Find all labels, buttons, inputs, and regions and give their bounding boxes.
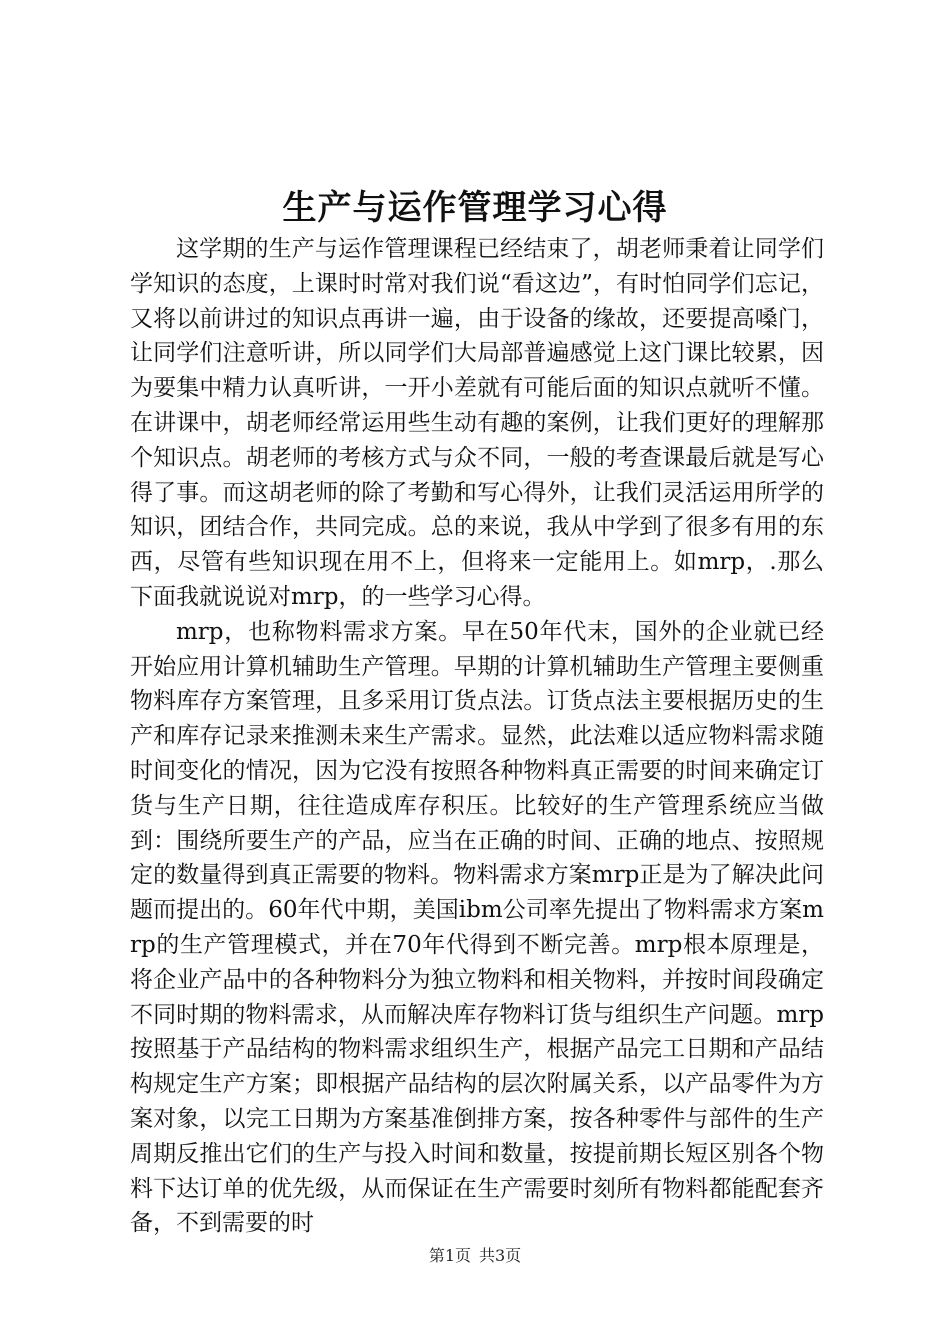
page-footer bbox=[0, 1245, 950, 1267]
paragraph-2: mrp，也称物料需求方案。早在50年代末，国外的企业就已经开始应用计算机辅助生产管理。早期的计算机辅助生产管理主要侧重物料库存方案管理，且多采用订货点法。订货点法主要根据历史的生产和库存记录来推测未来生产需求。显然，此法难以适应物料需求随时间变化的情况，因为它没有按照各种物料真正需要的时间来确定订货与生产日期，往往造成库存积压。比较好的生产管理系统应当做到：围绕所要生产的产品，应当在正确的时间、正确的地点、按照规定的数量得到真正需要的物料。物料需求方案mrp正是为了解决此问题而提出的。60年代中期，美国ibm公司率先提出了物料需求方案mrp的生产管理模式，并在70年代得到不断完善。mrp根本原理是，将企业产品中的各种物料分为独立物料和相关物料，并按时间段确定不同时期的物料需求，从而解决库存物料订货与组织生产问题。mrp按照基于产品结构的物料需求组织生产，根据产品完工日期和产品结构规定生产方案；即根据产品结构的层次附属关系，以产品零件为方案对象，以完工日期为方案基准倒排方案，按各种零件与部件的生产周期反推出它们的生产与投入时间和数量，按提前期长短区别各个物料下达订单的优先级，从而保证在生产需要时刻所有物料都能配套齐备，不到需要的时 bbox=[130, 618, 824, 1237]
document-title: 生产与运作管理学习心得 bbox=[282, 188, 668, 228]
page-total: 共3页 bbox=[479, 1246, 522, 1265]
page-number: 第1页 bbox=[428, 1246, 471, 1265]
paragraph-1: 这学期的生产与运作管理课程已经结束了，胡老师秉着让同学们学知识的态度，上课时时常对我们说“看这边”，有时怕同学们忘记，又将以前讲过的知识点再讲一遍，由于设备的缘故，还要提高嗓门，让同学们注意听讲，所以同学们大局部普遍感觉上这门课比较累，因为要集中精力认真听讲，一开小差就有可能后面的知识点就听不懂。在讲课中，胡老师经常运用些生动有趣的案例，让我们更好的理解那个知识点。胡老师的考核方式与众不同，一般的考查课最后就是写心得了事。而这胡老师的除了考勤和写心得外，让我们灵活运用所学的知识，团结合作，共同完成。总的来说，我从中学到了很多有用的东西，尽管有些知识现在用不上，但将来一定能用上。如mrp，.那么下面我就说说对mrp，的一些学习心得。 bbox=[130, 236, 824, 610]
document-body bbox=[130, 232, 824, 1241]
